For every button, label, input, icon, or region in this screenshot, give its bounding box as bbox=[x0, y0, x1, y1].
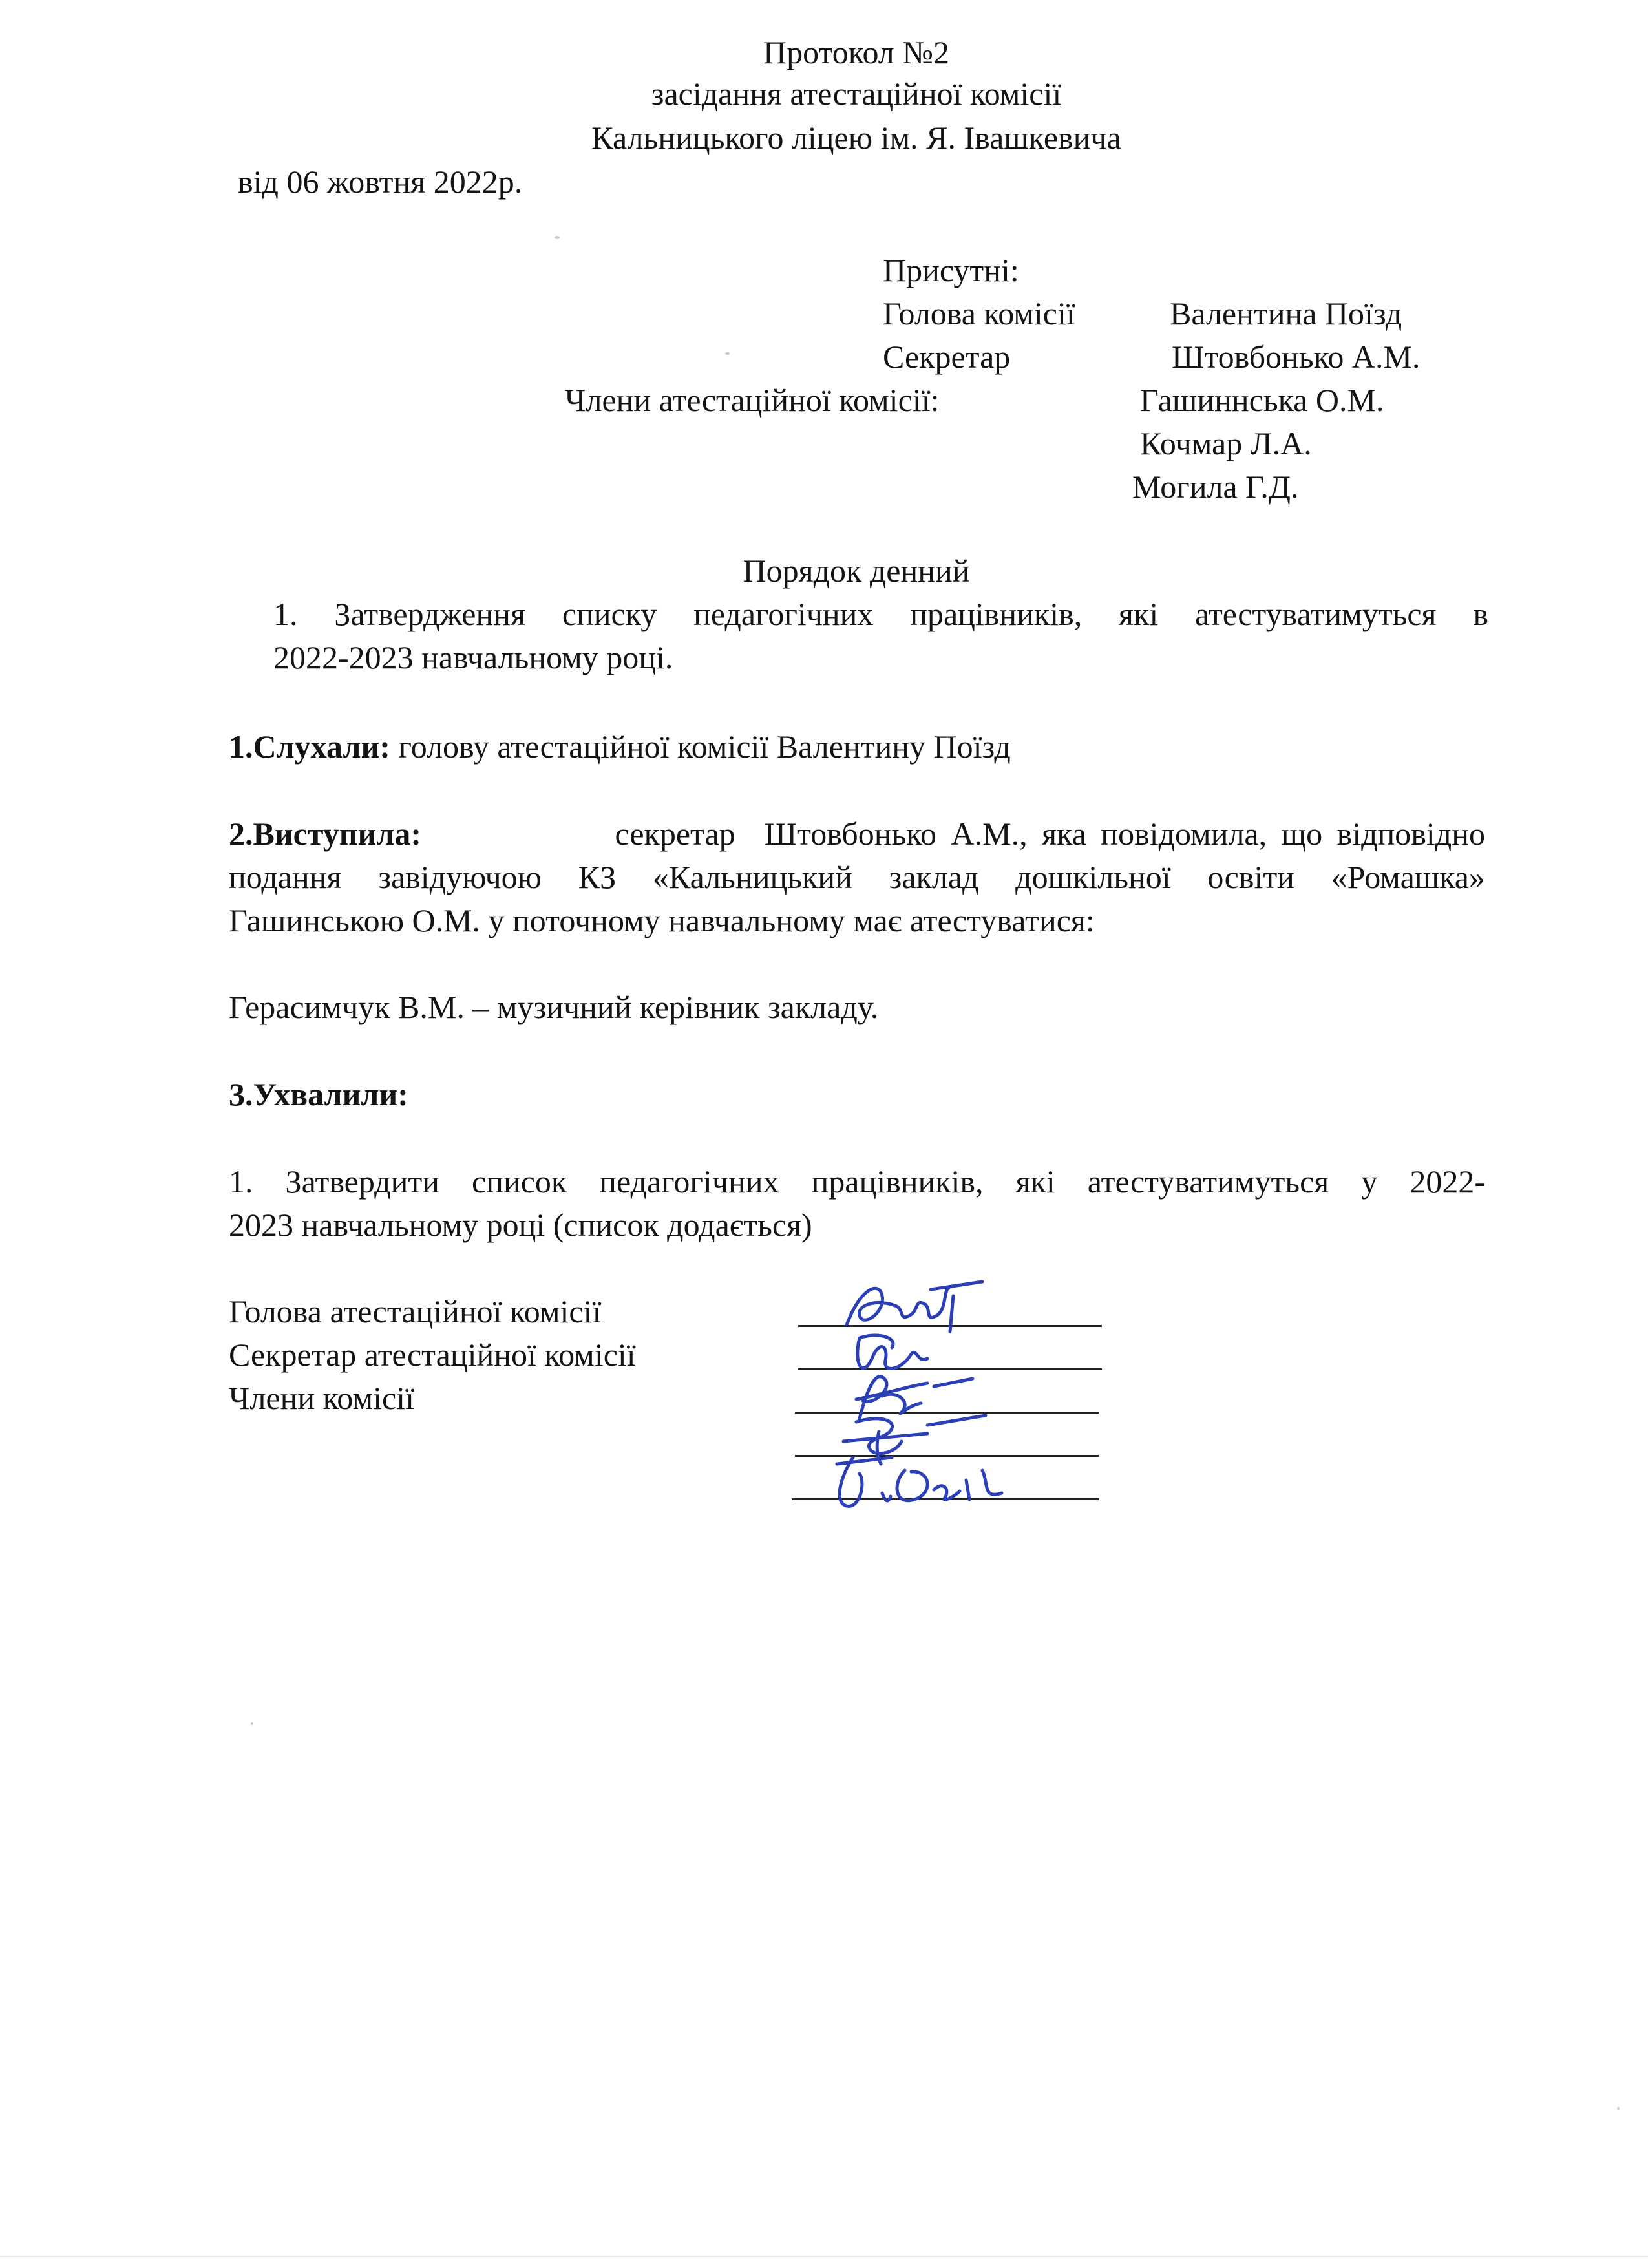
decision-line: 2023 навчальному році (список додається) bbox=[229, 1207, 812, 1243]
scan-speck bbox=[251, 1722, 253, 1725]
candidate-line: Герасимчук В.М. – музичний керівник закладу. bbox=[229, 989, 879, 1025]
agenda-heading: Порядок денний bbox=[743, 553, 970, 589]
resolved-label: 3.Ухвалили: bbox=[229, 1076, 408, 1112]
agenda-item-line: 1. Затвердження списку педагогічних працівників, які атестуватимуться в bbox=[273, 596, 1488, 632]
spoke-text: секретар Штовбонько А.М., яка повідомила, що відповідно bbox=[586, 816, 1485, 852]
institution-name: Кальницького ліцею ім. Я. Івашкевича bbox=[591, 120, 1121, 156]
chair-name: Валентина Поїзд bbox=[1170, 295, 1402, 332]
agenda-item-line: 2022-2023 навчальному році. bbox=[273, 639, 673, 675]
scan-speck bbox=[1617, 2107, 1620, 2110]
protocol-subtitle: засідання атестаційної комісії bbox=[651, 76, 1062, 112]
spoke-label: 2.Виступила: bbox=[229, 816, 422, 852]
member-signature bbox=[821, 1445, 1015, 1516]
member-name: Могила Г.Д. bbox=[1132, 469, 1299, 505]
protocol-date: від 06 жовтня 2022р. bbox=[238, 164, 523, 200]
scan-speck bbox=[555, 236, 560, 239]
secretary-signature-label: Секретар атестаційної комісії bbox=[229, 1337, 636, 1373]
secretary-name: Штовбонько А.М. bbox=[1172, 339, 1421, 375]
protocol-title: Протокол №2 bbox=[763, 34, 949, 70]
member-name: Кочмар Л.А. bbox=[1140, 425, 1312, 461]
present-label: Присутні: bbox=[883, 252, 1019, 288]
member-name: Гашиннська О.М. bbox=[1140, 382, 1384, 418]
spoke-line: подання завідуючою КЗ «Кальницький заклад дошкільної освіти «Ромашка» bbox=[229, 859, 1485, 895]
heard-text: голову атестаційної комісії Валентину Поїзд bbox=[390, 728, 1011, 765]
scan-edge bbox=[0, 2256, 1648, 2257]
resolved-label-line bbox=[229, 1073, 408, 1116]
chair-signature-label: Голова атестаційної комісії bbox=[229, 1293, 602, 1330]
decision-line: 1. Затвердити список педагогічних працівників, які атестуватимуться у 2022- bbox=[229, 1163, 1485, 1200]
spoke-first-line bbox=[229, 812, 1485, 855]
heard-label: 1.Слухали: bbox=[229, 728, 390, 765]
heard-paragraph bbox=[229, 725, 1011, 768]
members-label: Члени атестаційної комісії: bbox=[565, 382, 940, 418]
chair-label: Голова комісії bbox=[883, 295, 1075, 332]
spoke-line: Гашинською О.М. у поточному навчальному має атестуватися: bbox=[229, 902, 1095, 938]
scan-speck bbox=[725, 352, 730, 355]
secretary-label: Секретар bbox=[883, 339, 1011, 375]
members-signature-label: Члени комісії bbox=[229, 1380, 414, 1416]
